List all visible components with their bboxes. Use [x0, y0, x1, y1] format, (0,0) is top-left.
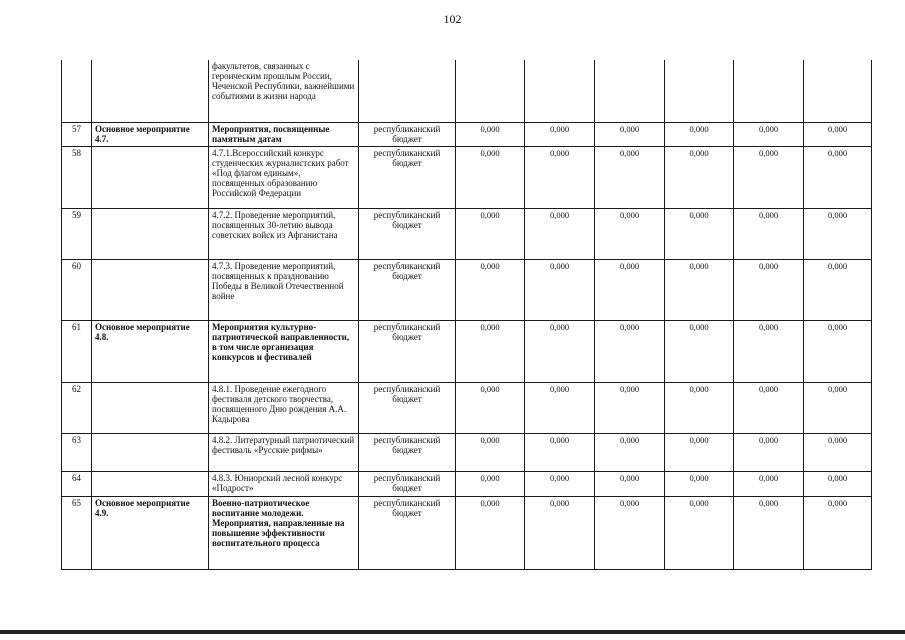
value-cell: 0,000	[456, 320, 525, 382]
value-cell: 0,000	[525, 208, 595, 259]
value-cell: 0,000	[525, 146, 595, 208]
measure-cell: Основное мероприятие 4.9.	[92, 496, 209, 569]
row-number-cell: 60	[62, 259, 92, 320]
value-cell	[595, 60, 665, 122]
value-cell: 0,000	[734, 208, 804, 259]
row-number-cell: 57	[62, 122, 92, 146]
value-cell: 0,000	[804, 496, 872, 569]
value-cell: 0,000	[456, 471, 525, 496]
value-cell: 0,000	[665, 382, 734, 433]
table-row	[62, 496, 872, 569]
value-cell: 0,000	[734, 122, 804, 146]
value-cell: 0,000	[525, 382, 595, 433]
funding-source-cell	[359, 60, 456, 122]
page-number: 102	[443, 12, 462, 26]
table-row	[62, 208, 872, 259]
measure-cell	[92, 382, 209, 433]
funding-source-cell: республиканский бюджет	[359, 471, 456, 496]
value-cell: 0,000	[804, 433, 872, 471]
value-cell: 0,000	[525, 259, 595, 320]
value-cell: 0,000	[665, 208, 734, 259]
value-cell: 0,000	[804, 471, 872, 496]
measure-cell	[92, 433, 209, 471]
value-cell: 0,000	[595, 122, 665, 146]
table-row	[62, 382, 872, 433]
value-cell: 0,000	[595, 320, 665, 382]
value-cell	[734, 60, 804, 122]
activity-name-cell: 4.7.3. Проведение мероприятий, посвященных к празднованию Победы в Великой Отечественной войне	[209, 259, 359, 320]
row-number-cell: 62	[62, 382, 92, 433]
value-cell: 0,000	[804, 122, 872, 146]
value-cell: 0,000	[665, 146, 734, 208]
budget-table	[61, 60, 872, 570]
value-cell: 0,000	[665, 259, 734, 320]
measure-cell	[92, 60, 209, 122]
value-cell: 0,000	[804, 320, 872, 382]
table-row	[62, 433, 872, 471]
measure-cell	[92, 208, 209, 259]
value-cell: 0,000	[804, 146, 872, 208]
value-cell	[804, 60, 872, 122]
activity-name-cell: Мероприятия, посвященные памятным датам	[209, 122, 359, 146]
funding-source-cell: республиканский бюджет	[359, 208, 456, 259]
value-cell: 0,000	[456, 382, 525, 433]
activity-name-cell: 4.8.2. Литературный патриотический фестиваль «Русские рифмы»	[209, 433, 359, 471]
value-cell: 0,000	[804, 382, 872, 433]
value-cell	[456, 60, 525, 122]
activity-name-cell: Военно-патриотическое воспитание молодежи. Мероприятия, направленные на повышение эффективности воспитательного процесса	[209, 496, 359, 569]
value-cell: 0,000	[456, 496, 525, 569]
activity-name-cell: 4.8.3. Юниорский лесной конкурс «Подрост»	[209, 471, 359, 496]
value-cell: 0,000	[734, 259, 804, 320]
value-cell: 0,000	[665, 496, 734, 569]
value-cell: 0,000	[456, 433, 525, 471]
funding-source-cell: республиканский бюджет	[359, 496, 456, 569]
value-cell: 0,000	[595, 471, 665, 496]
value-cell: 0,000	[734, 146, 804, 208]
value-cell: 0,000	[525, 433, 595, 471]
activity-name-cell: 4.7.1.Всероссийский конкурс студенческих журналистских работ «Под флагом единым», посвященных образованию Российской Федерации	[209, 146, 359, 208]
table-row	[62, 471, 872, 496]
value-cell: 0,000	[456, 208, 525, 259]
value-cell: 0,000	[595, 433, 665, 471]
funding-source-cell: республиканский бюджет	[359, 259, 456, 320]
activity-name-cell: факультетов, связанных с героическим прошлым России, Чеченской Республики, важнейшими событиями в жизни народа	[209, 60, 359, 122]
row-number-cell: 63	[62, 433, 92, 471]
value-cell: 0,000	[734, 471, 804, 496]
value-cell: 0,000	[734, 496, 804, 569]
value-cell: 0,000	[665, 122, 734, 146]
funding-source-cell: республиканский бюджет	[359, 146, 456, 208]
activity-name-cell: 4.8.1. Проведение ежегодного фестиваля детского творчества, посвященного Дню рождения А.А. Кадырова	[209, 382, 359, 433]
measure-cell	[92, 471, 209, 496]
value-cell: 0,000	[525, 122, 595, 146]
value-cell: 0,000	[595, 208, 665, 259]
value-cell: 0,000	[734, 320, 804, 382]
row-number-cell: 59	[62, 208, 92, 259]
value-cell: 0,000	[456, 122, 525, 146]
value-cell: 0,000	[595, 496, 665, 569]
value-cell	[525, 60, 595, 122]
value-cell: 0,000	[734, 433, 804, 471]
funding-source-cell: республиканский бюджет	[359, 122, 456, 146]
table-row	[62, 146, 872, 208]
value-cell: 0,000	[595, 146, 665, 208]
activity-name-cell: Мероприятия культурно-патриотической направленности, в том числе организация конкурсов и фестивалей	[209, 320, 359, 382]
value-cell: 0,000	[525, 471, 595, 496]
value-cell: 0,000	[734, 382, 804, 433]
row-number-cell: 65	[62, 496, 92, 569]
value-cell	[665, 60, 734, 122]
value-cell: 0,000	[804, 208, 872, 259]
value-cell: 0,000	[525, 320, 595, 382]
value-cell: 0,000	[665, 471, 734, 496]
funding-source-cell: республиканский бюджет	[359, 433, 456, 471]
row-number-cell: 61	[62, 320, 92, 382]
row-number-cell: 58	[62, 146, 92, 208]
funding-source-cell: республиканский бюджет	[359, 382, 456, 433]
value-cell: 0,000	[595, 259, 665, 320]
table-row	[62, 320, 872, 382]
funding-source-cell: республиканский бюджет	[359, 320, 456, 382]
scan-edge-bar	[0, 628, 905, 640]
measure-cell	[92, 259, 209, 320]
activity-name-cell: 4.7.2. Проведение мероприятий, посвященных 30-летию вывода советских войск из Афганистана	[209, 208, 359, 259]
table-row	[62, 122, 872, 146]
value-cell: 0,000	[665, 433, 734, 471]
table-row	[62, 259, 872, 320]
value-cell: 0,000	[456, 146, 525, 208]
table-row-continuation	[62, 60, 872, 122]
measure-cell: Основное мероприятие 4.8.	[92, 320, 209, 382]
measure-cell	[92, 146, 209, 208]
value-cell: 0,000	[456, 259, 525, 320]
value-cell: 0,000	[804, 259, 872, 320]
row-number-cell	[62, 60, 92, 122]
value-cell: 0,000	[525, 496, 595, 569]
row-number-cell: 64	[62, 471, 92, 496]
measure-cell: Основное мероприятие 4.7.	[92, 122, 209, 146]
value-cell: 0,000	[665, 320, 734, 382]
value-cell: 0,000	[595, 382, 665, 433]
